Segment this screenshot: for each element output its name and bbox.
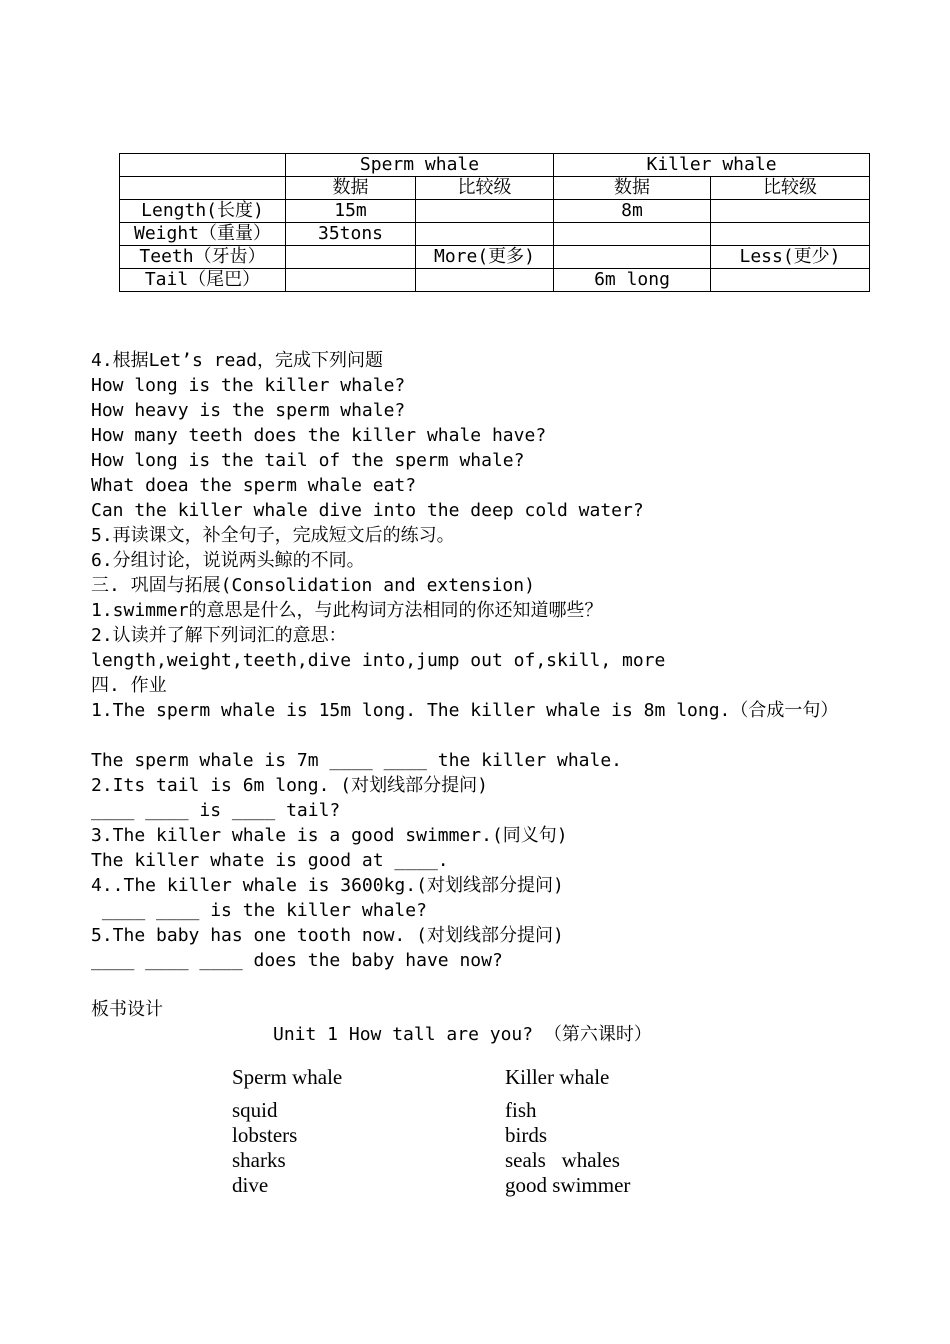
homework-fill-line: The killer whate is good at ____. xyxy=(91,850,449,871)
question-line: How long is the killer whale? xyxy=(91,375,406,396)
board-left-title: Sperm whale xyxy=(232,1065,343,1089)
homework-item: 2.Its tail is 6m long. (对划线部分提问) xyxy=(91,775,488,796)
header-sperm-whale: Sperm whale xyxy=(286,154,554,177)
sperm-compare-cell: More(更多) xyxy=(416,246,554,269)
killer-compare-cell xyxy=(711,200,870,223)
sperm-data-cell xyxy=(286,246,416,269)
exercise-line: 1.swimmer的意思是什么，与此构词方法相同的你还知道哪些？ xyxy=(91,600,603,621)
question-line: How heavy is the sperm whale? xyxy=(91,400,406,421)
board-left-item: lobsters xyxy=(232,1123,298,1147)
board-right-title: Killer whale xyxy=(505,1065,610,1089)
board-right-item: fish xyxy=(505,1098,537,1122)
board-right-item: birds xyxy=(505,1123,547,1147)
sperm-compare-cell xyxy=(416,223,554,246)
task-5-line: 5.再读课文，补全句子，完成短文后的练习。 xyxy=(91,525,455,546)
board-left-item: dive xyxy=(232,1173,269,1197)
board-title: Unit 1 How tall are you? （第六课时） xyxy=(273,1024,652,1045)
homework-item: 5.The baby has one tooth now. (对划线部分提问) xyxy=(91,925,564,946)
board-right-item: seals whales xyxy=(505,1148,620,1172)
killer-data-cell xyxy=(554,246,711,269)
question-line: How long is the tail of the sperm whale? xyxy=(91,450,525,471)
killer-compare-cell xyxy=(711,223,870,246)
table-row xyxy=(120,223,870,246)
homework-fill-line: ____ ____ is the killer whale? xyxy=(91,900,427,921)
whale-comparison-table xyxy=(119,153,870,292)
section-4-heading: 四. 作业 xyxy=(91,675,167,696)
sperm-compare-cell xyxy=(416,269,554,292)
task-4-heading: 4.根据Let’s read，完成下列问题 xyxy=(91,350,384,371)
question-line: What doea the sperm whale eat? xyxy=(91,475,417,496)
sperm-data-cell xyxy=(286,269,416,292)
board-right-item: good swimmer xyxy=(505,1173,631,1197)
row-label: Weight（重量） xyxy=(120,223,286,246)
table-subheader-row xyxy=(120,177,870,200)
question-line: Can the killer whale dive into the deep cold water? xyxy=(91,500,644,521)
row-label: Length(长度) xyxy=(120,200,286,223)
row-label: Teeth（牙齿） xyxy=(120,246,286,269)
sperm-data-cell: 35tons xyxy=(286,223,416,246)
table-corner-cell xyxy=(120,154,286,177)
row-label: Tail（尾巴） xyxy=(120,269,286,292)
killer-compare-cell xyxy=(711,269,870,292)
board-left-item: squid xyxy=(232,1098,278,1122)
question-line: How many teeth does the killer whale have? xyxy=(91,425,547,446)
task-6-line: 6.分组讨论，说说两头鲸的不同。 xyxy=(91,550,365,571)
subheader-killer-data: 数据 xyxy=(554,177,711,200)
sperm-compare-cell xyxy=(416,200,554,223)
sperm-data-cell: 15m xyxy=(286,200,416,223)
table-empty-cell xyxy=(120,177,286,200)
killer-data-cell xyxy=(554,223,711,246)
board-left-item: sharks xyxy=(232,1148,286,1172)
board-design-heading: 板书设计 xyxy=(91,999,163,1020)
vocabulary-line: length,weight,teeth,dive into,jump out of,skill, more xyxy=(91,650,666,671)
killer-data-cell: 6m long xyxy=(554,269,711,292)
homework-fill-line: The sperm whale is 7m ____ ____ the killer whale. xyxy=(91,750,623,771)
homework-item: 4..The killer whale is 3600kg.(对划线部分提问) xyxy=(91,875,564,896)
subheader-sperm-compare: 比较级 xyxy=(416,177,554,200)
table-header-row xyxy=(120,154,870,177)
section-3-heading: 三. 巩固与拓展(Consolidation and extension) xyxy=(91,575,535,596)
subheader-sperm-data: 数据 xyxy=(286,177,416,200)
table-row xyxy=(120,246,870,269)
header-killer-whale: Killer whale xyxy=(554,154,870,177)
homework-item: 3.The killer whale is a good swimmer.(同义句) xyxy=(91,825,568,846)
table-row xyxy=(120,200,870,223)
exercise-line: 2.认读并了解下列词汇的意思： xyxy=(91,625,347,646)
homework-item: 1.The sperm whale is 15m long. The killer whale is 8m long.（合成一句） xyxy=(91,700,839,721)
killer-data-cell: 8m xyxy=(554,200,711,223)
homework-fill-line: ____ ____ is ____ tail? xyxy=(91,800,341,821)
homework-fill-line: ____ ____ ____ does the baby have now? xyxy=(91,950,503,971)
killer-compare-cell: Less(更少) xyxy=(711,246,870,269)
table-row xyxy=(120,269,870,292)
subheader-killer-compare: 比较级 xyxy=(711,177,870,200)
